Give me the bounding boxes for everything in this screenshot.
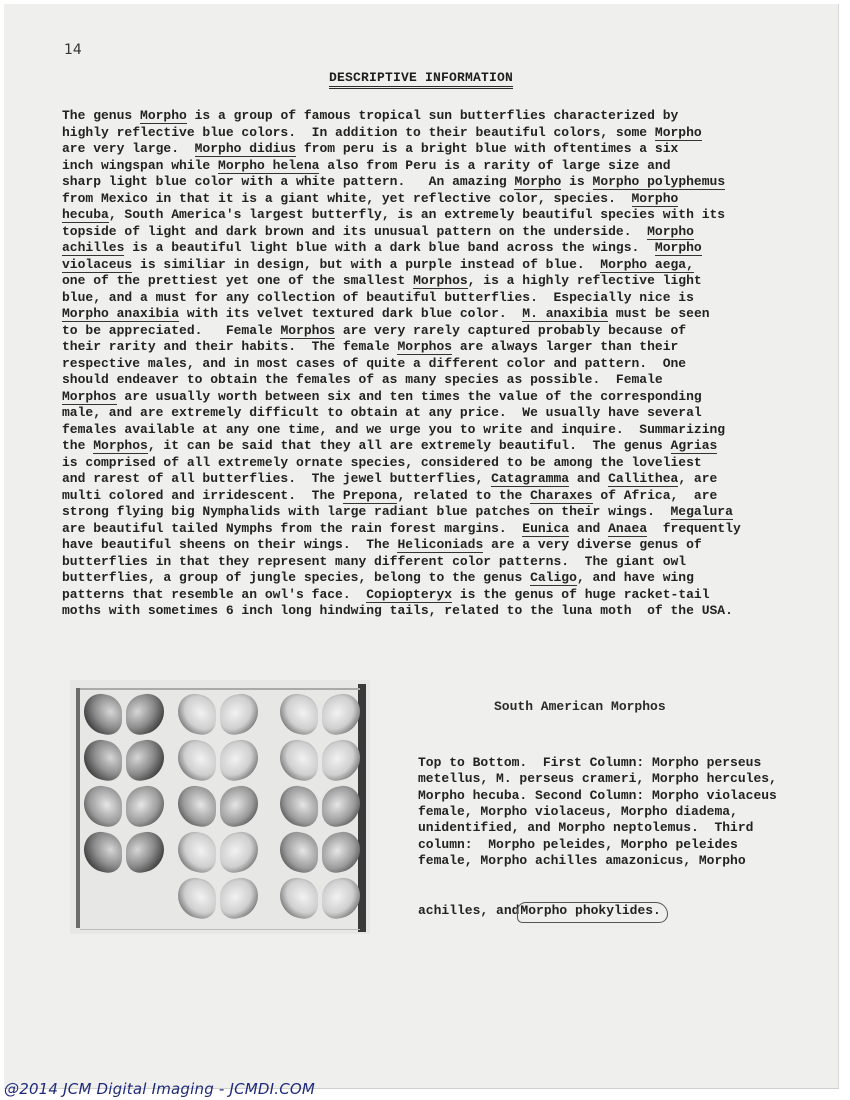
underlined-taxon: Morpho [647,223,694,239]
caption-line: unidentified, and Morpho neptolemus. Third [418,820,754,836]
text-run: are very rarely captured probably because of [335,322,687,338]
text-line [62,125,802,142]
underlined-taxon: Charaxes [530,487,593,503]
underlined-taxon: Morpho anaxibia [62,306,180,321]
text-run: are usually worth between six and ten times the value of the corresponding [116,388,702,404]
text-run: must be seen [608,306,710,321]
underlined-taxon: Eunica [522,520,570,536]
text-run: blue, and a must for any collection of beautiful butterflies. Especially nice is [62,289,694,305]
butterfly-icon [178,694,258,736]
text-run: from peru is a bright blue with oftentimes a six [296,141,679,156]
butterfly-icon [84,786,164,828]
underlined-taxon: Megalura [670,504,733,519]
frame-edge-left [76,688,80,928]
text-run: the [62,438,94,453]
butterfly-display-photo [70,680,370,934]
butterfly-icon [280,832,360,874]
text-run: , related to the [397,487,531,503]
text-run: inch wingspan while [62,157,219,173]
text-line [62,323,802,340]
text-line [62,438,802,455]
text-run: and [569,520,609,536]
text-run: is comprised of all extremely ornate species, considered to be among the loveliest [62,454,702,470]
text-run: patterns that resemble an owl's face. [62,586,367,602]
text-run: butterflies in that they represent many different color patterns. The giant owl [62,553,687,569]
text-run: is the genus of huge racket-tail [452,586,710,602]
underlined-taxon: Morpho [654,124,702,140]
underlined-taxon: Catagramma [491,471,570,486]
text-line [62,455,802,472]
text-run: from Mexico in that it is a giant white, yet reflective color, species. [62,190,632,206]
underlined-taxon: Morpho [514,174,562,189]
text-run: females available at any one time, and we urge you to write and inquire. Summarizing [62,421,726,437]
butterfly-icon [178,878,258,920]
text-line [62,356,802,373]
butterfly-column-3 [280,694,366,924]
text-run: sharp light blue color with a white pattern. An amazing [62,174,515,189]
text-run: are very large. [62,141,195,156]
underlined-taxon: Morphos [280,322,336,338]
caption-line: metellus, M. perseus crameri, Morpho hercules, [418,771,777,787]
caption-last-line [418,902,777,922]
butterfly-icon [178,740,258,782]
page-title [4,70,838,85]
frame-edge-bottom [80,929,360,930]
butterfly-icon [280,878,360,920]
caption-line: female, Morpho achilles amazonicus, Morpho [418,853,746,869]
underlined-taxon: achilles [62,240,125,255]
text-line [62,405,802,422]
text-run: is similiar in design, but with a purple instead of blue. [132,256,601,272]
text-run: and rarest of all butterflies. The jewel butterflies, [62,471,492,486]
underlined-taxon: Morphos [93,438,148,453]
frame-edge-top [80,688,360,690]
figure-caption [418,722,777,956]
text-line [62,422,802,439]
text-line [62,257,802,274]
caption-last-line-prefix: achilles, and [418,903,520,919]
butterfly-icon [84,740,164,782]
underlined-taxon: Morpho [654,240,702,255]
underlined-taxon: Morpho helena [218,157,320,173]
text-line [62,603,802,620]
text-line [62,372,802,389]
text-run: , South America's largest butterfly, is an extremely beautiful species with its [108,207,726,222]
copyright-watermark: @2014 JCM Digital Imaging - JCMDI.COM [4,1080,316,1098]
text-run: , are [678,471,718,486]
butterfly-icon [84,832,164,874]
text-line [62,191,802,208]
text-run: , is a highly reflective light [467,273,702,288]
page-title-text: DESCRIPTIVE INFORMATION [329,70,513,89]
text-run: with its velvet textured dark blue color. [179,306,523,321]
text-line [62,158,802,175]
underlined-taxon: Morphos [413,273,468,288]
butterfly-icon [178,786,258,828]
underlined-taxon: Prepona [342,487,398,503]
text-line [62,240,802,257]
underlined-taxon: Morpho aega, [600,256,694,272]
figure-caption-title: South American Morphos [494,699,666,714]
caption-lines [418,755,777,870]
text-line [62,504,802,521]
underlined-taxon: Copiopteryx [366,586,453,602]
butterfly-column-2 [178,694,264,924]
underlined-taxon: Callithea [608,471,679,486]
butterfly-column-1 [84,694,170,878]
text-line [62,207,802,224]
text-run: are beautiful tailed Nymphs from the rain forest margins. [62,520,523,536]
text-line [62,339,802,356]
text-line [62,141,802,158]
caption-line: Morpho hecuba. Second Column: Morpho violaceus [418,787,777,803]
text-line [62,587,802,604]
underlined-taxon: Caligo [530,570,577,585]
text-run: frequently [647,520,741,536]
butterfly-icon [84,694,164,736]
underlined-taxon: violaceus [62,256,133,272]
text-line [62,389,802,406]
underlined-taxon: Morpho didius [194,141,297,156]
butterfly-icon [280,694,360,736]
document-page [4,4,839,1089]
text-run: , and have wing [576,570,694,585]
text-run: male, and are extremely difficult to obtain at any price. We usually have several [62,405,702,420]
text-run: should endeaver to obtain the females of as many species as possible. Female [62,372,663,387]
underlined-taxon: Morphos [62,388,117,404]
text-line [62,537,802,554]
caption-line: Top to Bottom. First Column: Morpho perseus [418,754,762,770]
text-run: , it can be said that they all are extremely beautiful. The genus [147,438,671,453]
text-run: their rarity and their habits. The female [62,339,398,354]
butterfly-icon [178,832,258,874]
text-line [62,108,802,125]
underlined-taxon: Agrias [670,438,718,453]
text-run: is a beautiful light blue with a dark blue band across the wings. [124,240,655,255]
text-run: highly reflective blue colors. In addition to their beautiful colors, some [62,124,655,140]
text-run: butterflies, a group of jungle species, belong to the genus [62,570,531,585]
text-line [62,224,802,241]
circled-annotation: Morpho phokylides. [517,902,667,922]
text-run: to be appreciated. Female [62,322,281,338]
underlined-taxon: Morpho [140,108,187,123]
underlined-taxon: Morpho polyphemus [592,174,726,189]
text-line [62,554,802,571]
text-line [62,488,802,505]
underlined-taxon: Morpho [631,190,679,206]
caption-line: female, Morpho violaceus, Morpho diadema, [418,804,738,820]
text-run: respective males, and in most cases of quite a different color and pattern. One [62,355,687,371]
descriptive-paragraph [62,108,802,620]
text-run: The genus [62,108,141,123]
text-line [62,306,802,323]
text-run: multi colored and irridescent. The [62,487,343,503]
text-line [62,570,802,587]
text-line [62,174,802,191]
page-number: 14 [64,42,82,58]
text-run: of Africa, are [592,487,718,503]
text-run: are a very diverse genus of [483,537,702,552]
text-run: strong flying big Nymphalids with large radiant blue patches on their wings. [62,504,671,519]
text-line [62,471,802,488]
text-run: is [561,174,593,189]
butterfly-icon [280,740,360,782]
text-run: also from Peru is a rarity of large size and [319,157,671,173]
underlined-taxon: hecuba [62,207,109,222]
underlined-taxon: Heliconiads [397,537,484,552]
underlined-taxon: Anaea [608,520,648,536]
text-run: is a group of famous tropical sun butterflies characterized by [186,108,679,123]
text-line [62,521,802,538]
text-run: topside of light and dark brown and its unusual pattern on the underside. [62,223,648,239]
underlined-taxon: M. anaxibia [522,306,609,321]
text-run: one of the prettiest yet one of the smallest [62,273,414,288]
caption-line: column: Morpho peleides, Morpho peleides [418,836,738,852]
underlined-taxon: Morphos [397,339,453,354]
text-line [62,290,802,307]
butterfly-icon [280,786,360,828]
text-run: have beautiful sheens on their wings. The [62,537,398,552]
text-run: are always larger than their [452,339,679,354]
text-run: and [569,471,609,486]
text-line [62,273,802,290]
text-run: moths with sometimes 6 inch long hindwing tails, related to the luna moth of the USA. [62,603,733,618]
